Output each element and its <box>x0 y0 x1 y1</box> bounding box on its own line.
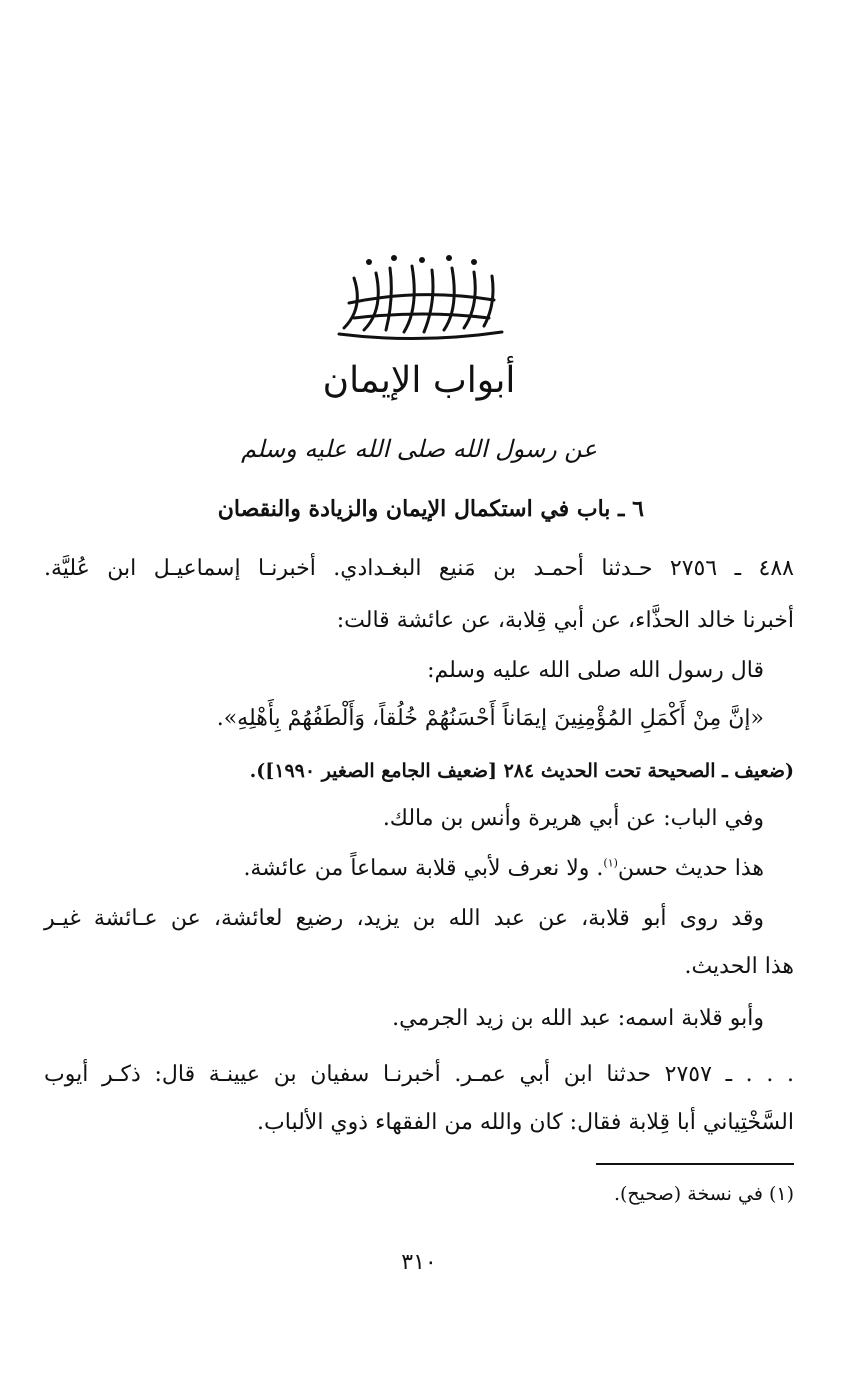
narration-note-line-2: هذا الحديث. <box>684 954 794 979</box>
hadith-2757-line-1: . . . ـ ٢٧٥٧ حدثنا ابن أبي عمـر. أخبرنـا سفيان بن عيينـة قال: ذكـر أيوب <box>44 1062 794 1087</box>
basmala-calligraphy-icon <box>324 248 514 348</box>
hadith-2756-line-2: أخبرنا خالد الحذَّاء، عن أبي قِلابة، عن عائشة قالت: <box>336 608 794 633</box>
hadith-2756-text: «إنَّ مِنْ أَكْمَلِ المُؤْمِنِينَ إيمَاناً أَحْسَنُهُمْ خُلُقاً، وَأَلْطَفُهُمْ بِأَهْلِهِ». <box>216 706 764 731</box>
basmala-calligraphy <box>44 248 794 348</box>
prophet-line: عن رسول الله صلى الله عليه وسلم <box>241 435 597 463</box>
footnote-divider <box>596 1163 794 1165</box>
page-number: ٣١٠ <box>401 1250 437 1275</box>
footnote: (١) في نسخة (صحيح). <box>613 1183 794 1205</box>
grade-text: هذا حديث حسن <box>617 856 764 881</box>
hadith-2756-line-1: ٤٨٨ ـ ٢٧٥٦ حـدثنا أحمـد بن مَنيع البغـدادي. أخبرنـا إسماعيـل ابن عُليَّة. <box>44 556 794 581</box>
document-page <box>44 0 794 1377</box>
narrator-name-line: وأبو قلابة اسمه: عبد الله بن زيد الجرمي. <box>392 1006 764 1031</box>
grade-text-rest: . ولا نعرف لأبي قلابة سماعاً من عائشة. <box>243 856 604 881</box>
narration-note-line-1: وقد روى أبو قلابة، عن عبد الله بن يزيد، رضيع لعائشة، عن عـائشة غيـر <box>44 906 764 931</box>
hadith-2756-line-3: قال رسول الله صلى الله عليه وسلم: <box>427 658 764 683</box>
hadith-2757-line-2: السَّخْتِياني أبا قِلابة فقال: كان والله من الفقهاء ذوي الألباب. <box>257 1110 794 1135</box>
chapter-note-line: وفي الباب: عن أبي هريرة وأنس بن مالك. <box>382 806 764 831</box>
footnote-marker: (١) <box>603 856 618 870</box>
chapter-title: ٦ ـ باب في استكمال الإيمان والزيادة والنقصان <box>217 496 644 522</box>
grading-note: (ضعيف ـ الصحيحة تحت الحديث ٢٨٤ [ضعيف الجامع الصغير ١٩٩٠]). <box>249 760 794 782</box>
book-title: أبواب الإيمان <box>322 360 516 401</box>
grade-line <box>44 856 764 881</box>
